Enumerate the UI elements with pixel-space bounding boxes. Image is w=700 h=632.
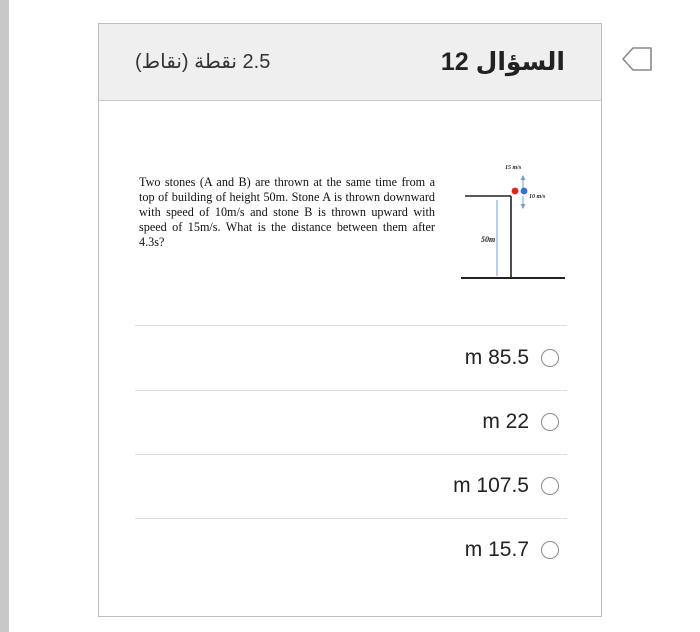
option-label: m 22 bbox=[482, 410, 529, 433]
answer-option-1[interactable] bbox=[465, 342, 559, 374]
option-label: m 107.5 bbox=[453, 474, 529, 497]
question-text: Two stones (A and B) are thrown at the same time from a top of building of height 50m. Stone A is thrown downward with speed of 10m/s and stone B is thrown upward with speed of 15m/s. What is the distance between them after 4.3s? bbox=[139, 175, 435, 249]
answer-option-4[interactable] bbox=[465, 534, 559, 566]
radio-button[interactable] bbox=[541, 477, 559, 495]
radio-button[interactable] bbox=[541, 541, 559, 559]
flag-question-icon[interactable] bbox=[620, 45, 654, 73]
divider bbox=[135, 390, 567, 391]
stone-b bbox=[521, 188, 528, 195]
question-points: 2.5 نقطة (نقاط) bbox=[135, 51, 271, 73]
height-label: 50m bbox=[481, 235, 496, 244]
left-scroll-edge bbox=[0, 0, 9, 632]
speed-up-label: 15 m/s bbox=[505, 165, 522, 171]
answer-option-2[interactable] bbox=[482, 406, 559, 438]
question-number: السؤال 12 bbox=[440, 48, 565, 76]
answer-option-3[interactable] bbox=[453, 470, 559, 502]
question-header bbox=[99, 24, 601, 101]
option-label: m 85.5 bbox=[464, 346, 529, 369]
stone-a bbox=[512, 188, 519, 195]
option-label: m 15.7 bbox=[464, 538, 529, 561]
speed-down-label: 10 m/s bbox=[529, 194, 546, 200]
divider bbox=[135, 454, 567, 455]
divider bbox=[135, 518, 567, 519]
radio-button[interactable] bbox=[541, 413, 559, 431]
question-card bbox=[98, 23, 602, 617]
down-arrow-head bbox=[521, 204, 526, 209]
up-arrow-head bbox=[521, 175, 526, 180]
divider bbox=[135, 325, 567, 326]
building-stones-figure bbox=[459, 146, 569, 288]
radio-button[interactable] bbox=[541, 349, 559, 367]
